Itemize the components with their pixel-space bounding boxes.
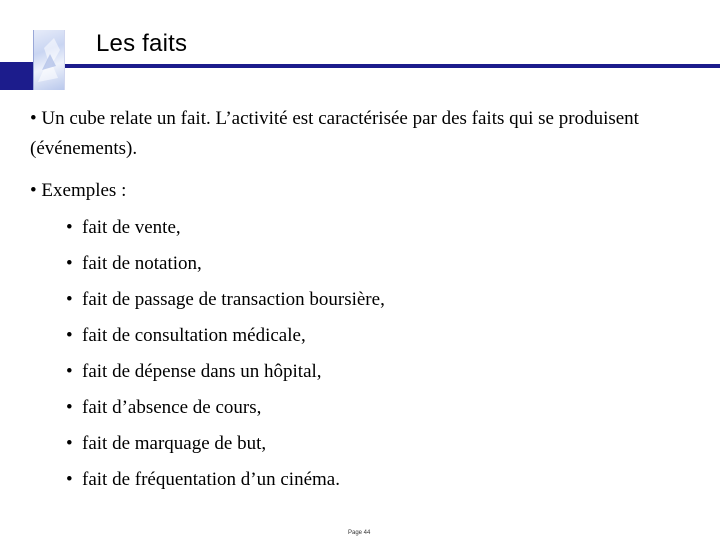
list-item-text: fait de vente, [82, 217, 181, 238]
list-item-text: fait de consultation médicale, [82, 325, 306, 346]
list-item-text: fait de marquage de but, [82, 433, 267, 454]
list-item [66, 249, 385, 285]
bullet-icon: • [66, 433, 73, 454]
list-item-text: fait de dépense dans un hôpital, [82, 361, 322, 382]
list-item [66, 393, 385, 429]
examples-heading: • Exemples : [30, 180, 127, 201]
list-item [66, 321, 385, 357]
slide-title: Les faits [96, 30, 188, 57]
bullet-icon: • [66, 253, 73, 274]
bullet-icon: • [66, 217, 73, 238]
page-number: Page 44 [348, 530, 371, 536]
examples-list [66, 213, 385, 501]
list-item [66, 465, 385, 501]
list-item-text: fait de notation, [82, 253, 202, 274]
list-item-text: fait de fréquentation d’un cinéma. [82, 469, 340, 490]
list-item [66, 213, 385, 249]
list-item-text: fait de passage de transaction boursière, [82, 289, 385, 310]
list-item [66, 285, 385, 321]
bullet-icon: • [66, 469, 73, 490]
bullet-icon: • [66, 397, 73, 418]
header-rule [0, 64, 720, 68]
list-item [66, 357, 385, 393]
list-item-text: fait d’absence de cours, [82, 397, 262, 418]
bullet-icon: • [66, 289, 73, 310]
bullet-icon: • [66, 361, 73, 382]
list-item [66, 429, 385, 465]
header-rule-block [0, 62, 36, 90]
intro-paragraph: • Un cube relate un fait. L’activité est caractérisée par des faits qui se produisent (événements). [30, 108, 639, 159]
logo-image [33, 30, 65, 90]
bullet-icon: • [66, 325, 73, 346]
